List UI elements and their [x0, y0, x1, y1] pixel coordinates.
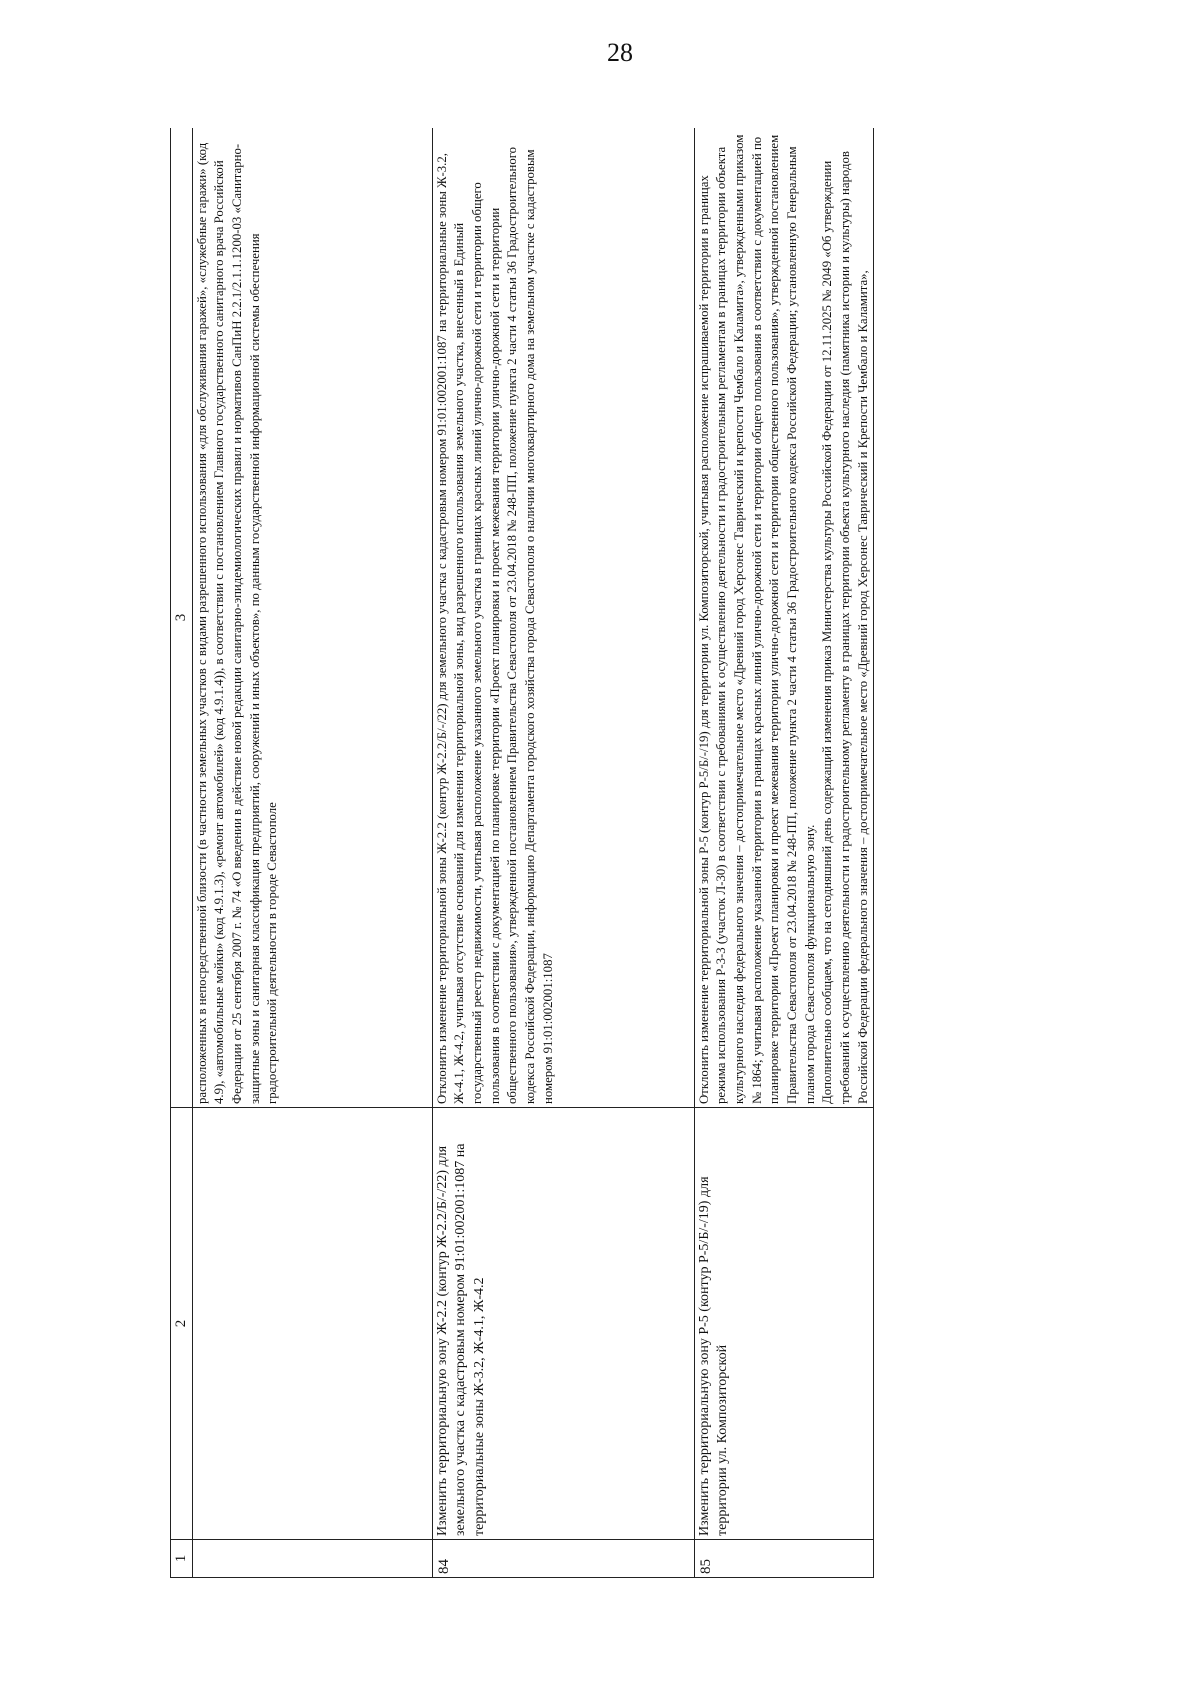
table-row-84	[432, 128, 694, 1578]
column-header-3: 3	[171, 128, 193, 1108]
row-subject-cell: Изменить территориальную зону Р-5 (контур Р-5/Б/-/19) для территории ул. Композиторской	[694, 1108, 874, 1540]
row-number-cell: 84	[432, 1540, 694, 1578]
row-subject-cell: Изменить территориальную зону Ж-2.2 (контур Ж-2.2/Б/-/22) для земельного участка с кадастровым номером 91:01:002001:1087 на территориальные зоны Ж-3.2, Ж-4.1, Ж-4.2	[432, 1108, 694, 1540]
page-number: 28	[607, 38, 633, 67]
rotated-table-wrapper	[170, 128, 1040, 1578]
row-number-cell	[192, 1540, 432, 1578]
column-header-2: 2	[171, 1108, 193, 1540]
decision-paragraph: Отклонить изменение территориальной зоны Р-5 (контур Р-5/Б/-/19) для территории ул. Композиторской, учитывая расположение испрашиваемой территории в границах режима использования Р-3-3 (участок Л-30) в соответствии с требованиями к осуществлению деятельности и градостроительным регламентам в границах территории объекта культурного наследия федерального значения – достопримечательное место «Древний город Херсонес Таврический и крепости Чембало и Каламита», утвержденными приказом № 1864; учитывая расположение указанной территории в границах красных линий улично-дорожной сети и территории общего пользования в соответствии с документацией по планировке территории «Проект планировки и проект межевания территории улично-дорожной сети и территории общественного пользования», утвержденной постановлением Правительства Севастополя от 23.04.2018 № 248-ПП, положение пункта 2 части 4 статьи 36 Градостроительного кодекса Российской Федерации; установленную Генеральным планом города Севастополя функциональную зону.	[696, 134, 817, 1104]
column-header-1: 1	[171, 1540, 193, 1578]
row-decision-cell: Отклонить изменение территориальной зоны Ж-2.2 (контур Ж-2.2/Б/-/22) для земельного участка с кадастровым номером 91:01:002001:1087 на территориальные зоны Ж-3.2, Ж-4.1, Ж-4.2, учитывая отсутствие оснований для изменения территориальной зоны, вид разрешенного использования земельного участка, внесенный в Единый государственный реестр недвижимости, учитывая расположение указанного земельного участка в границах красных линий улично-дорожной сети и территории общего пользования в соответствии с документацией по планировке территории «Проект планировки и проект межевания территории улично-дорожной сети и территории общественного пользования», утвержденной постановлением Правительства Севастополя от 23.04.2018 № 248-ПП, положение пункта 2 части 4 статьи 36 Градостроительного кодекса Российской Федерации, информацию Департамента городского хозяйства города Севастополя о наличии многоквартирного дома на земельном участке с кадастровым номером 91:01:002001:1087	[432, 128, 694, 1108]
table-row-continuation	[192, 128, 432, 1578]
decision-paragraph-additional: Дополнительно сообщаем, что на сегодняшний день содержащий изменения приказ Министерства культуры Российской Федерации от 12.11.2025 № 2049 «Об утверждении требований к осуществлению деятельности и градостроительному регламенту в границах территории объекта культурного наследия (памятника истории и культуры) народов Российской Федерации федерального значения – достопримечательное место «Древний город Херсонес Таврический и Крепости Чембало и Каламита»,	[820, 151, 870, 1104]
row-number-cell: 85	[694, 1540, 874, 1578]
row-subject-cell	[192, 1108, 432, 1540]
row-decision-cell	[694, 128, 874, 1108]
table-header-row	[171, 128, 193, 1578]
table-row-85	[694, 128, 874, 1578]
table-frame	[170, 128, 1040, 1578]
decisions-table	[170, 128, 874, 1578]
row-decision-cell: расположенных в непосредственной близости (в частности земельных участков с видами разрешенного использования «для обслуживания гаражей», «служебные гаражи» (код 4.9), «автомобильные мойки» (код 4.9.1.3), «ремонт автомобилей» (код 4.9.1.4)), в соответствии с постановлением Главного государственного санитарного врача Российской Федерации от 25 сентября 2007 г. № 74 «О введении в действие новой редакции санитарно-эпидемиологических правил и нормативов СанПиН 2.2.1/2.1.1.1200-03 «Санитарно-защитные зоны и санитарная классификация предприятий, сооружений и иных объектов», по данным государственной информационной системы обеспечения градостроительной деятельности в городе Севастополе	[192, 128, 432, 1108]
